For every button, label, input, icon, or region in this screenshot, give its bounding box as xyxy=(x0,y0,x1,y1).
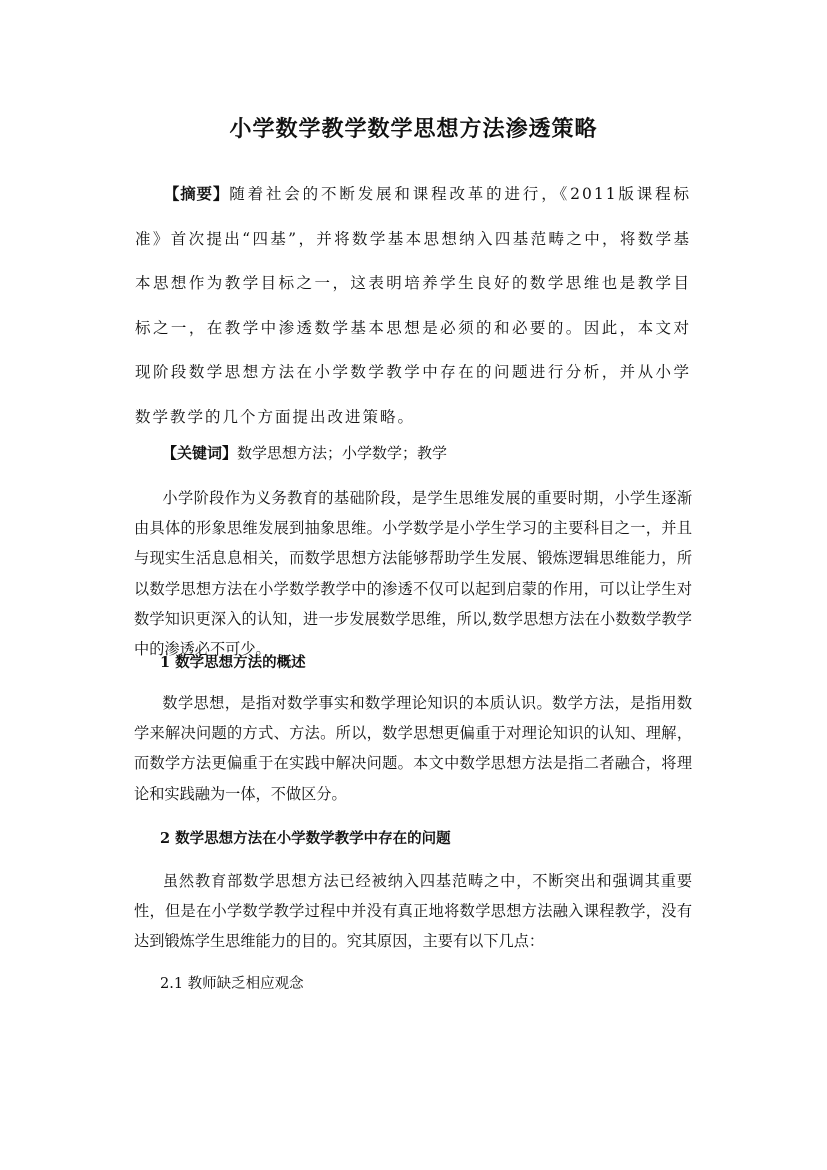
abstract-text: 随着社会的不断发展和课程改革的进行，《2011版课程标准》首次提出“四基”，并将数学基本思想纳入四基范畴之中，将数学基本思想作为教学目标之一，这表明培养学生良好的数学思维也是教学目标之一，在教学中渗透数学基本思想是必须的和必要的。因此，本文对现阶段数学思想方法在小学数学教学中存在的问题进行分析，并从小学数学教学的几个方面提出改进策略。 xyxy=(135,185,691,426)
abstract-label: 【摘要】 xyxy=(163,184,230,203)
intro-text: 小学阶段作为义务教育的基础阶段，是学生思维发展的重要时期，小学生逐渐由具体的形象思维发展到抽象思维。小学数学是小学生学习的主要科目之一，并且与现实生活息息相关，而数学思想方法能够帮助学生发展、锻炼逻辑思维能力，所以数学思想方法在小学数学教学中的渗透不仅可以起到启蒙的作用，可以让学生对数学知识更深入的认知，进一步发展数学思维，所以,数学思想方法在小数数学教学中的渗透必不可少。 xyxy=(134,489,692,659)
section-2-text: 虽然教育部数学思想方法已经被纳入四基范畴之中，不断突出和强调其重要性，但是在小学数学教学过程中并没有真正地将数学思想方法融入课程教学，没有达到锻炼学生思维能力的目的。究其原因，主要有以下几点： xyxy=(134,872,692,951)
section-1-paragraph xyxy=(134,688,692,809)
section-1-heading: 1 数学思想方法的概述 xyxy=(160,654,306,671)
section-2-heading: 2 数学思想方法在小学数学教学中存在的问题 xyxy=(160,830,451,847)
section-1-text: 数学思想，是指对数学事实和数学理论知识的本质认识。数学方法，是指用数学来解决问题的方式、方法。所以，数学思想更偏重于对理论知识的认知、理解，而数学方法更偏重于在实践中解决问题。本文中数学思想方法是指二者融合，将理论和实践融为一体，不做区分。 xyxy=(134,694,692,803)
abstract-paragraph xyxy=(135,172,691,439)
keywords-label: 【关键词】 xyxy=(162,444,238,462)
section-2-paragraph xyxy=(134,866,692,957)
keywords-line xyxy=(162,438,447,468)
document-title: 小学数学教学数学思想方法渗透策略 xyxy=(229,116,598,142)
intro-paragraph xyxy=(134,483,692,664)
subsection-2-1-heading: 2.1 教师缺乏相应观念 xyxy=(160,976,304,992)
keywords-text: 数学思想方法；小学数学；教学 xyxy=(237,444,448,462)
